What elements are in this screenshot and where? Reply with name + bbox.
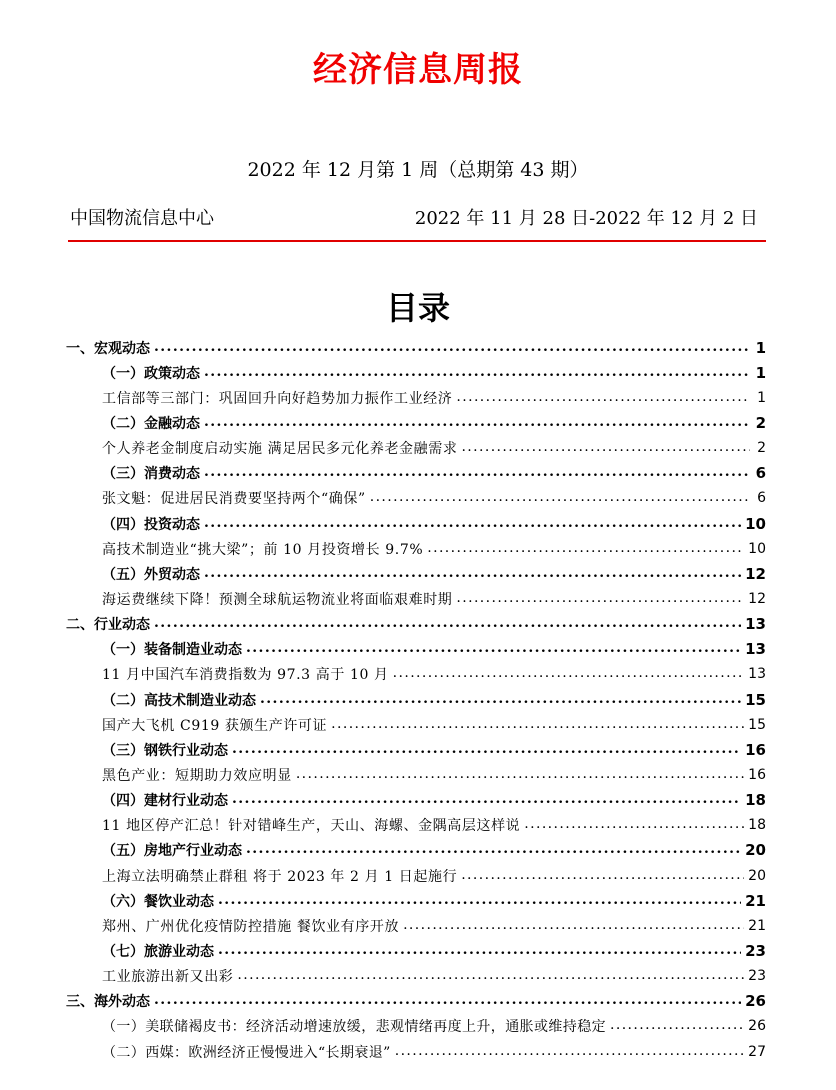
toc-dot-leader [232, 792, 741, 806]
toc-entry[interactable] [66, 762, 766, 787]
toc-entry[interactable] [66, 813, 766, 838]
toc-page-number: 23 [745, 941, 766, 960]
toc-page-number: 13 [745, 640, 766, 659]
toc-entry[interactable] [66, 486, 766, 511]
toc-entry-title: （二）西媒：欧洲经济正慢慢进入“长期衰退” [102, 1044, 391, 1061]
toc-page-number: 27 [748, 1043, 766, 1060]
toc-page-number: 20 [748, 867, 766, 884]
toc-entry-title: （四）投资动态 [102, 516, 200, 533]
toc-entry-title: （三）钢铁行业动态 [102, 742, 228, 759]
toc-entry[interactable] [66, 436, 766, 461]
toc-entry-title: 海运费继续下降！预测全球航运物流业将面临艰难时期 [102, 591, 453, 608]
toc-dot-leader [232, 742, 741, 756]
toc-entry[interactable] [66, 788, 766, 813]
toc-dot-leader [403, 918, 744, 932]
report-title: 经济信息周报 [313, 50, 523, 90]
toc-page-number: 16 [748, 766, 766, 783]
toc-entry-title: 工信部等三部门：巩固回升向好趋势加力振作工业经济 [102, 390, 453, 407]
toc-dot-leader [154, 616, 741, 630]
toc-entry[interactable] [66, 360, 766, 385]
toc-entry-title: （二）金融动态 [102, 415, 200, 432]
toc-entry-title: 张文魁：促进居民消费要坚持两个“确保” [102, 491, 366, 508]
toc-dot-leader [204, 415, 750, 429]
toc-dot-leader [154, 993, 741, 1007]
toc-entry-title: 11 地区停产汇总！针对错峰生产，天山、海螺、金隅高层这样说 [102, 818, 521, 835]
toc-entry[interactable] [66, 461, 766, 486]
toc-entry-title: 11 月中国汽车消费指数为 97.3 高于 10 月 [102, 667, 389, 684]
toc-entry-title: （六）餐饮业动态 [102, 893, 214, 910]
toc-entry[interactable] [66, 989, 766, 1014]
toc-dot-leader [331, 717, 744, 731]
toc-dot-leader [246, 641, 741, 655]
toc-page-number: 6 [757, 490, 766, 507]
toc-page-number: 1 [757, 389, 766, 406]
toc-page-number: 16 [745, 740, 766, 759]
toc-page-number: 1 [755, 338, 766, 357]
toc-page-number: 10 [748, 540, 766, 557]
toc-page-number: 20 [745, 841, 766, 860]
toc-entry[interactable] [66, 888, 766, 913]
toc-dot-leader [524, 817, 744, 831]
toc-entry[interactable] [66, 964, 766, 989]
toc-entry[interactable] [66, 712, 766, 737]
toc-entry-title: 黑色产业：短期助力效应明显 [102, 767, 292, 784]
toc-entry-title: （七）旅游业动态 [102, 943, 214, 960]
toc-dot-leader [204, 566, 741, 580]
toc-entry[interactable] [66, 1014, 766, 1039]
toc-entry[interactable] [66, 1039, 766, 1064]
toc-entry-title: （五）房地产行业动态 [102, 843, 242, 860]
toc-page-number: 12 [748, 590, 766, 607]
toc-entry-title: 上海立法明确禁止群租 将于 2023 年 2 月 1 日起施行 [102, 868, 458, 885]
toc-entry[interactable] [66, 561, 766, 586]
toc-entry-title: 郑州、广州优化疫情防控措施 餐饮业有序开放 [102, 918, 400, 935]
toc-dot-leader [395, 1044, 744, 1058]
toc-dot-leader [610, 1018, 744, 1032]
toc-dot-leader [461, 868, 744, 882]
toc-page-number: 21 [748, 917, 766, 934]
toc-entry[interactable] [66, 913, 766, 938]
toc-page-number: 18 [745, 791, 766, 810]
toc-entry-title: （五）外贸动态 [102, 566, 200, 583]
toc-entry-title: （三）消费动态 [102, 466, 200, 483]
publisher-line [70, 204, 764, 234]
toc-page-number: 12 [745, 564, 766, 583]
toc-page-number: 26 [745, 992, 766, 1011]
issue-line: 2022 年 12 月第 1 周（总期第 43 期） [247, 159, 589, 181]
toc-dot-leader [370, 490, 750, 504]
toc-dot-leader [456, 390, 750, 404]
report-period: 2022 年 11 月 28 日-2022 年 12 月 2 日 [414, 208, 758, 229]
toc-entry-title: 个人养老金制度启动实施 满足居民多元化养老金融需求 [102, 441, 458, 458]
toc-page-number: 23 [748, 968, 766, 985]
toc-entry[interactable] [66, 662, 766, 687]
toc-page-number: 1 [755, 363, 766, 382]
header-divider [68, 240, 766, 242]
toc-entry[interactable] [66, 511, 766, 536]
toc-entry-title: 高技术制造业“挑大梁”；前 10 月投资增长 9.7% [102, 541, 424, 558]
toc-entry-title: 一、宏观动态 [66, 340, 150, 357]
toc-page-number: 2 [755, 413, 766, 432]
toc-dot-leader [154, 340, 750, 354]
toc-dot-leader [461, 440, 750, 454]
toc-page-number: 15 [748, 716, 766, 733]
toc-dot-leader [427, 541, 744, 555]
toc-page-number: 10 [745, 514, 766, 533]
toc-dot-leader [218, 943, 741, 957]
toc-dot-leader [246, 842, 741, 856]
toc-dot-leader [456, 591, 744, 605]
toc-entry[interactable] [66, 737, 766, 762]
toc-entry-title: （二）高技术制造业动态 [102, 692, 256, 709]
toc-entry[interactable] [66, 586, 766, 611]
toc-entry-title: （一）政策动态 [102, 365, 200, 382]
toc-dot-leader [218, 893, 741, 907]
toc-page-number: 13 [748, 666, 766, 683]
toc-entry[interactable] [66, 335, 766, 360]
toc-page-number: 21 [745, 891, 766, 910]
toc-entry-title: （一）装备制造业动态 [102, 642, 242, 659]
toc-entry[interactable] [66, 612, 766, 637]
toc-entry[interactable] [66, 385, 766, 410]
toc-entry-title: （四）建材行业动态 [102, 793, 228, 810]
toc-dot-leader [204, 465, 750, 479]
toc-page-number: 2 [757, 440, 766, 457]
table-of-contents [66, 335, 766, 1064]
toc-page-number: 26 [748, 1018, 766, 1035]
toc-entry[interactable] [66, 863, 766, 888]
toc-entry[interactable] [66, 687, 766, 712]
toc-entry-title: 国产大飞机 C919 获颁生产许可证 [102, 717, 328, 734]
toc-dot-leader [260, 692, 741, 706]
toc-page-number: 6 [755, 464, 766, 483]
toc-entry-title: （一）美联储褐皮书：经济活动增速放缓，悲观情绪再度上升，通胀或维持稳定 [102, 1019, 606, 1036]
toc-entry[interactable] [66, 938, 766, 963]
toc-dot-leader [237, 968, 744, 982]
toc-page-number: 13 [745, 615, 766, 634]
toc-page-number: 18 [748, 817, 766, 834]
toc-title: 目录 [385, 289, 450, 327]
publisher-name: 中国物流信息中心 [70, 208, 214, 229]
toc-entry-title: 工业旅游出新又出彩 [102, 969, 234, 986]
toc-entry[interactable] [66, 838, 766, 863]
toc-dot-leader [204, 516, 741, 530]
toc-dot-leader [204, 365, 750, 379]
toc-page-number: 15 [745, 690, 766, 709]
toc-entry-title: 二、行业动态 [66, 617, 150, 634]
toc-entry[interactable] [66, 637, 766, 662]
toc-entry[interactable] [66, 410, 766, 435]
toc-entry-title: 三、海外动态 [66, 994, 150, 1011]
toc-dot-leader [296, 767, 744, 781]
toc-dot-leader [393, 666, 745, 680]
toc-entry[interactable] [66, 536, 766, 561]
